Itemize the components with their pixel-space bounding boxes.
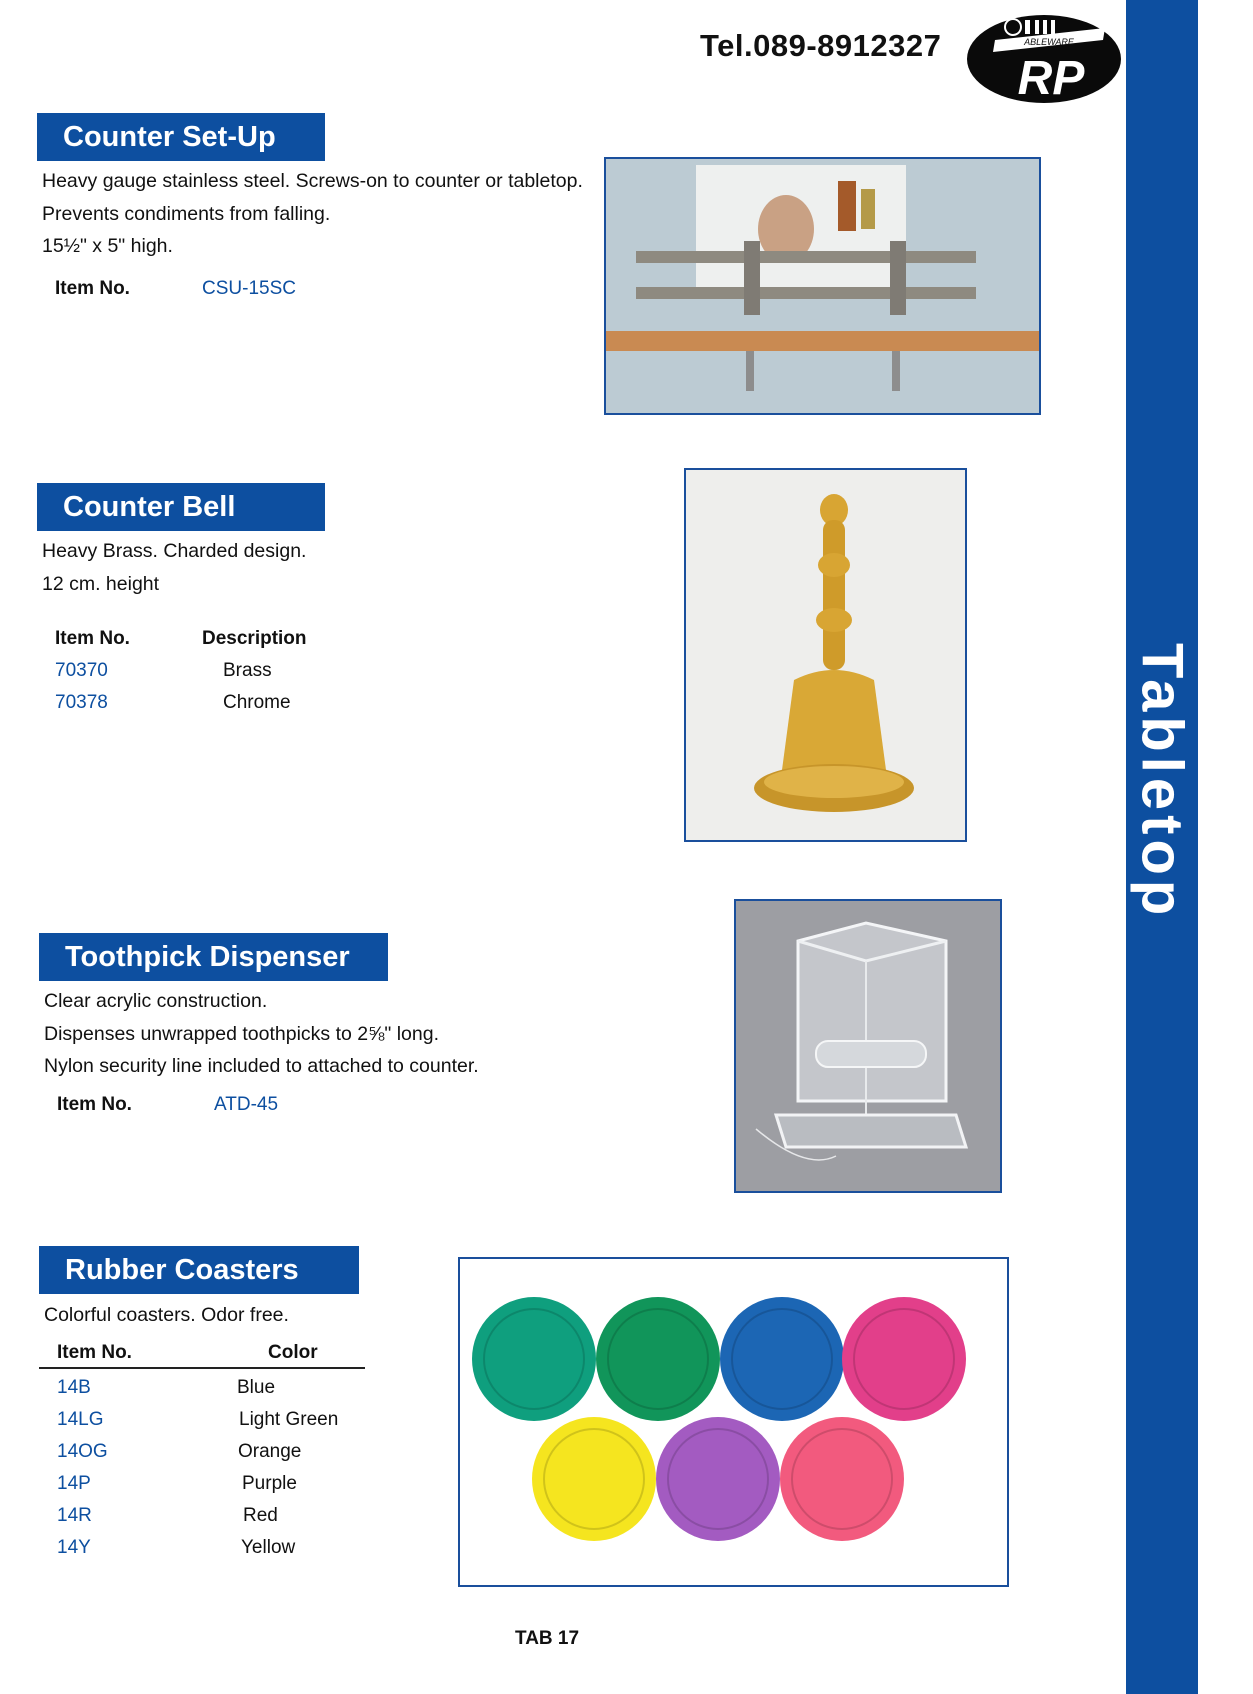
brand-logo [965,10,1123,106]
counter-setup-line-1: Heavy gauge stainless steel. Screws-on to counter or tabletop. [42,170,583,192]
coaster-swatch [720,1297,844,1421]
table-row-desc: Chrome [223,692,291,713]
counter-setup-line-2: Prevents condiments from falling. [42,202,331,225]
coaster-swatch [472,1297,596,1421]
toothpick-line-2: Dispenses unwrapped toothpicks to 2⅝" long. [44,1022,439,1045]
toothpick-title: Toothpick Dispenser [39,933,388,981]
table-row-color: Orange [238,1441,302,1462]
counter-setup-title: Counter Set-Up [37,113,325,161]
toothpick-item-label: Item No. [57,1094,132,1115]
table-row-color: Blue [237,1377,276,1398]
coaster-swatch [656,1417,780,1541]
table-row-item: 14LG [57,1409,104,1430]
coasters-title: Rubber Coasters [39,1246,359,1294]
table-row-item: 14P [57,1473,91,1494]
logo-big-text: RP [1017,52,1085,105]
toothpick-line-1: Clear acrylic construction. [44,990,268,1012]
toothpick-photo [734,899,1002,1193]
coaster-swatch [532,1417,656,1541]
table-row-color: Yellow [241,1537,296,1558]
table-row-item: 70370 [55,660,108,681]
toothpick-item-no: ATD-45 [214,1094,279,1115]
coasters-line: Colorful coasters. Odor free. [44,1304,289,1326]
table-row-color: Light Green [239,1409,339,1430]
toothpick-line-3: Nylon security line included to attached to counter. [44,1055,479,1077]
table-row-item: 14R [57,1505,92,1526]
counter-setup-line-3: 15½" x 5" high. [42,235,173,257]
page-number: TAB 17 [515,1628,580,1649]
table-row-item: 14B [57,1377,91,1398]
table-header-rule [39,1367,365,1369]
counter-setup-photo [604,157,1041,415]
table-row-item: 70378 [55,692,108,713]
counter-bell-line-1: Heavy Brass. Charded design. [42,540,307,562]
counter-bell-photo [684,468,967,842]
coasters-col-item: Item No. [57,1342,132,1363]
phone-number: Tel.089-8912327 [700,28,942,63]
counter-bell-col-item: Item No. [55,628,130,649]
table-row-color: Purple [242,1473,297,1494]
counter-setup-item-no: CSU-15SC [202,278,296,299]
table-row-color: Red [243,1505,278,1526]
table-row-item: 14Y [57,1537,91,1558]
sidebar-label: Tabletop [1129,643,1195,921]
coasters-col-color: Color [268,1342,318,1363]
coaster-swatch [842,1297,966,1421]
coaster-swatch [596,1297,720,1421]
coasters-photo [458,1257,1009,1587]
counter-bell-title: Counter Bell [37,483,325,531]
counter-bell-line-2: 12 cm. height [42,572,160,595]
counter-setup-item-label: Item No. [55,278,130,299]
coaster-swatch [780,1417,904,1541]
logo-small-text: ABLEWARE [1024,37,1074,47]
table-row-item: 14OG [57,1441,108,1462]
counter-bell-col-desc: Description [202,628,307,649]
table-row-desc: Brass [223,660,272,681]
